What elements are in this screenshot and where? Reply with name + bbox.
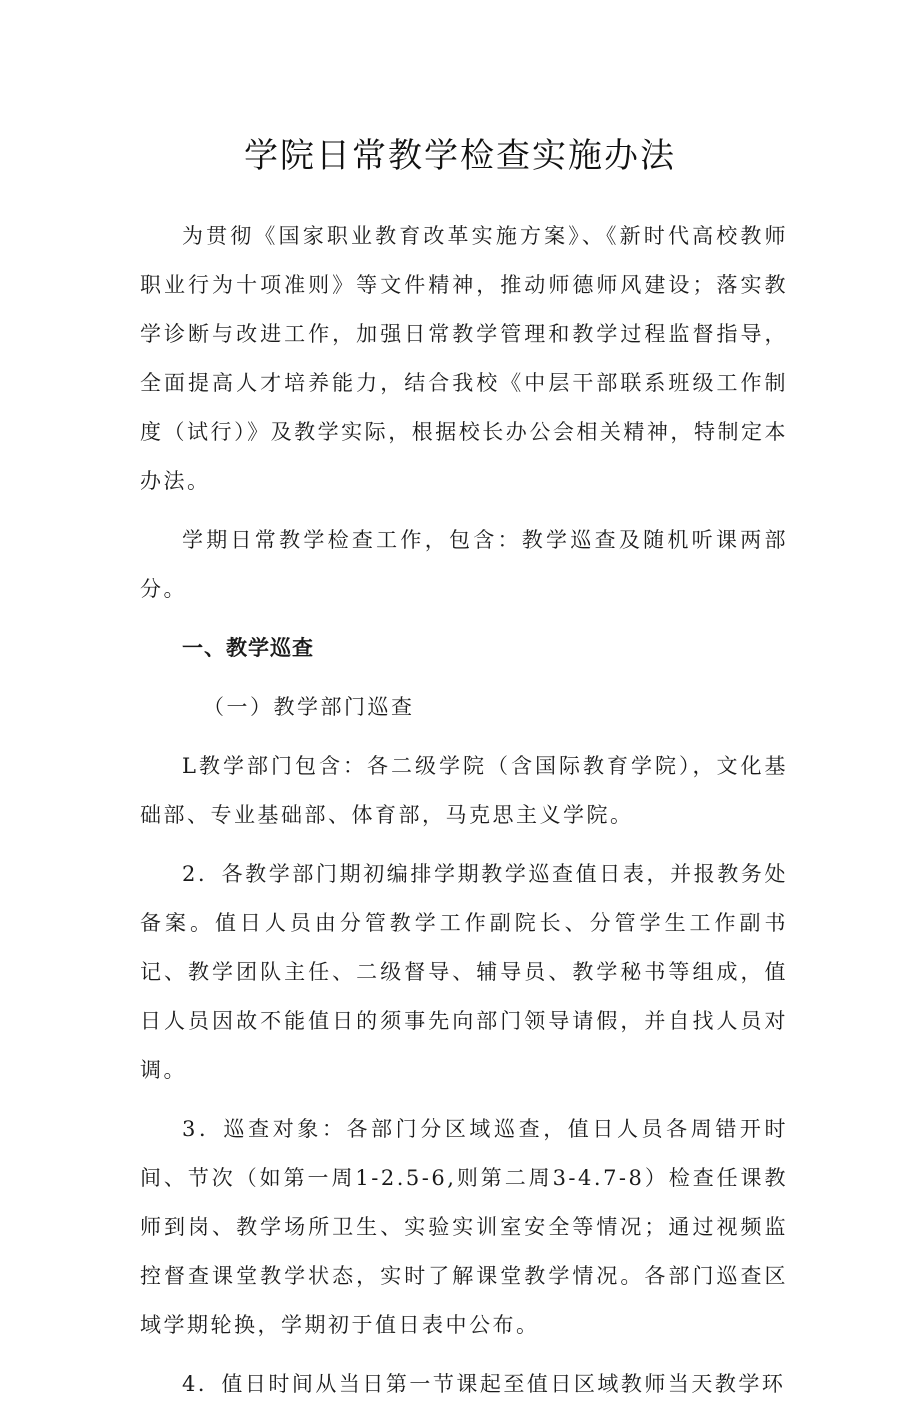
- document-body: [140, 212, 788, 1409]
- paragraph-scope: 学期日常教学检查工作，包含：教学巡查及随机听课两部分。: [140, 528, 788, 601]
- paragraph-item-3: 3．巡查对象：各部门分区域巡查，值日人员各周错开时间、节次（如第一周1-2.5-6,则第二周3-4.7-8）检查任课教师到岗、教学场所卫生、实验实训室安全等情况；通过视频监控督查课堂教学状态，实时了解课堂教学情况。各部门巡查区域学期轮换，学期初于值日表中公布。: [140, 1117, 788, 1337]
- paragraph-item-1: L教学部门包含：各二级学院（含国际教育学院），文化基础部、专业基础部、体育部，马克思主义学院。: [140, 754, 788, 827]
- subsection-heading-department-inspection: （一）教学部门巡查: [203, 695, 415, 719]
- section-heading-inspection: 一、教学巡查: [182, 636, 314, 660]
- paragraph-item-2: 2．各教学部门期初编排学期教学巡查值日表，并报教务处备案。值日人员由分管教学工作副院长、分管学生工作副书记、教学团队主任、二级督导、辅导员、教学秘书等组成，值日人员因故不能值日的须事先向部门领导请假，并自找人员对调。: [140, 862, 788, 1082]
- paragraph-intro: 为贯彻《国家职业教育改革实施方案》、《新时代高校教师职业行为十项准则》等文件精神，推动师德师风建设；落实教学诊断与改进工作，加强日常教学管理和教学过程监督指导，全面提高人才培养能力，结合我校《中层干部联系班级工作制度（试行）》及教学实际，根据校长办公会相关精神，特制定本办法。: [140, 224, 788, 493]
- paragraph-item-4: 4．值日时间从当日第一节课起至值日区域教师当天教学环: [182, 1372, 786, 1396]
- document-title: 学院日常教学检查实施办法: [244, 136, 676, 176]
